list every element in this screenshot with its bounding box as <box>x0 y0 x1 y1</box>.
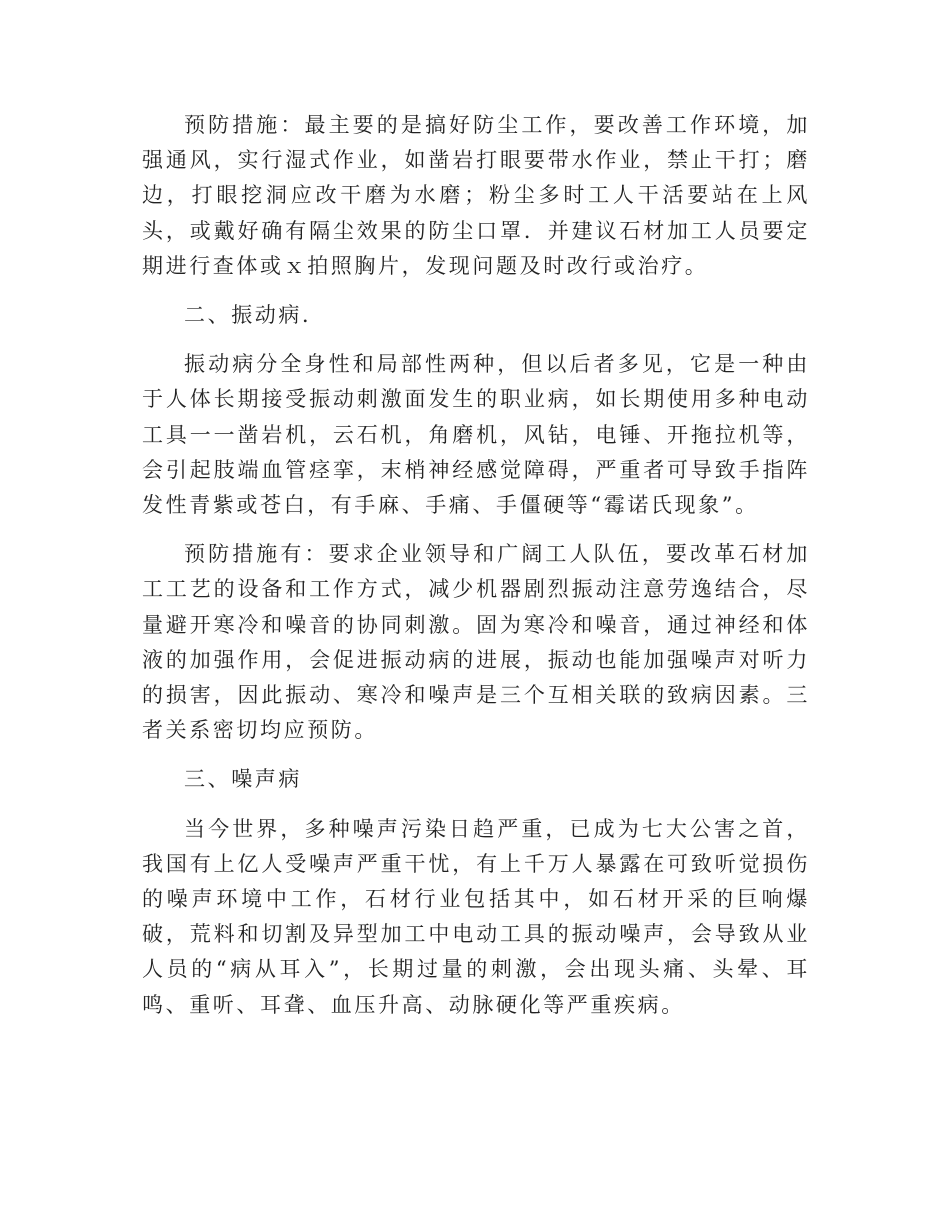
paragraph-vibration-prevention: 预防措施有：要求企业领导和广阔工人队伍，要改革石材加工工艺的设备和工作方式，减少机器剧烈振动注意劳逸结合，尽量避开寒冷和噪音的协同刺激。固为寒冷和噪音，通过神经和体液的加强作用，会促进振动病的进展，振动也能加强噪声对听力的损害，因此振动、寒冷和噪声是三个互相关联的致病因素。三者关系密切均应预防。 <box>142 542 810 743</box>
paragraph-dust-prevention: 预防措施：最主要的是搞好防尘工作，要改善工作环境，加强通风，实行湿式作业，如凿岩打眼要带水作业，禁止干打；磨边，打眼挖洞应改干磨为水磨；粉尘多时工人干活要站在上风头，或戴好确有隔尘效果的防尘口罩．并建议石材加工人员要定期进行查体或ｘ拍照胸片，发现问题及时改行或治疗。 <box>142 113 810 278</box>
paragraph-vibration-description: 振动病分全身性和局部性两种，但以后者多见，它是一种由于人体长期接受振动刺激面发生的职业病，如长期使用多种电动工具一一凿岩机，云石机，角磨机，风钻，电锤、开拖拉机等，会引起肢端血管痉挛，末梢神经感觉障碍，严重者可导致手指阵发性青紫或苍白，有手麻、手痛、手僵硬等“霉诺氏现象”。 <box>142 352 810 518</box>
document-body <box>142 108 810 1023</box>
section-heading-vibration-disease: 二、振动病． <box>184 303 326 328</box>
section-heading-noise-disease: 三、噪声病 <box>184 767 302 792</box>
paragraph-noise-description: 当今世界，多种噪声污染日趋严重，已成为七大公害之首，我国有上亿人受噪声严重干忧，有上千万人暴露在可致听觉损伤的噪声环境中工作，石材行业包括其中，如石材开采的巨响爆破，荒料和切割及异型加工中电动工具的振动噪声，会导致从业人员的“病从耳入”，长期过量的刺激，会出现头痛、头晕、耳鸣、重听、耳聋、血压升高、动脉硬化等严重疾病。 <box>142 816 810 1017</box>
